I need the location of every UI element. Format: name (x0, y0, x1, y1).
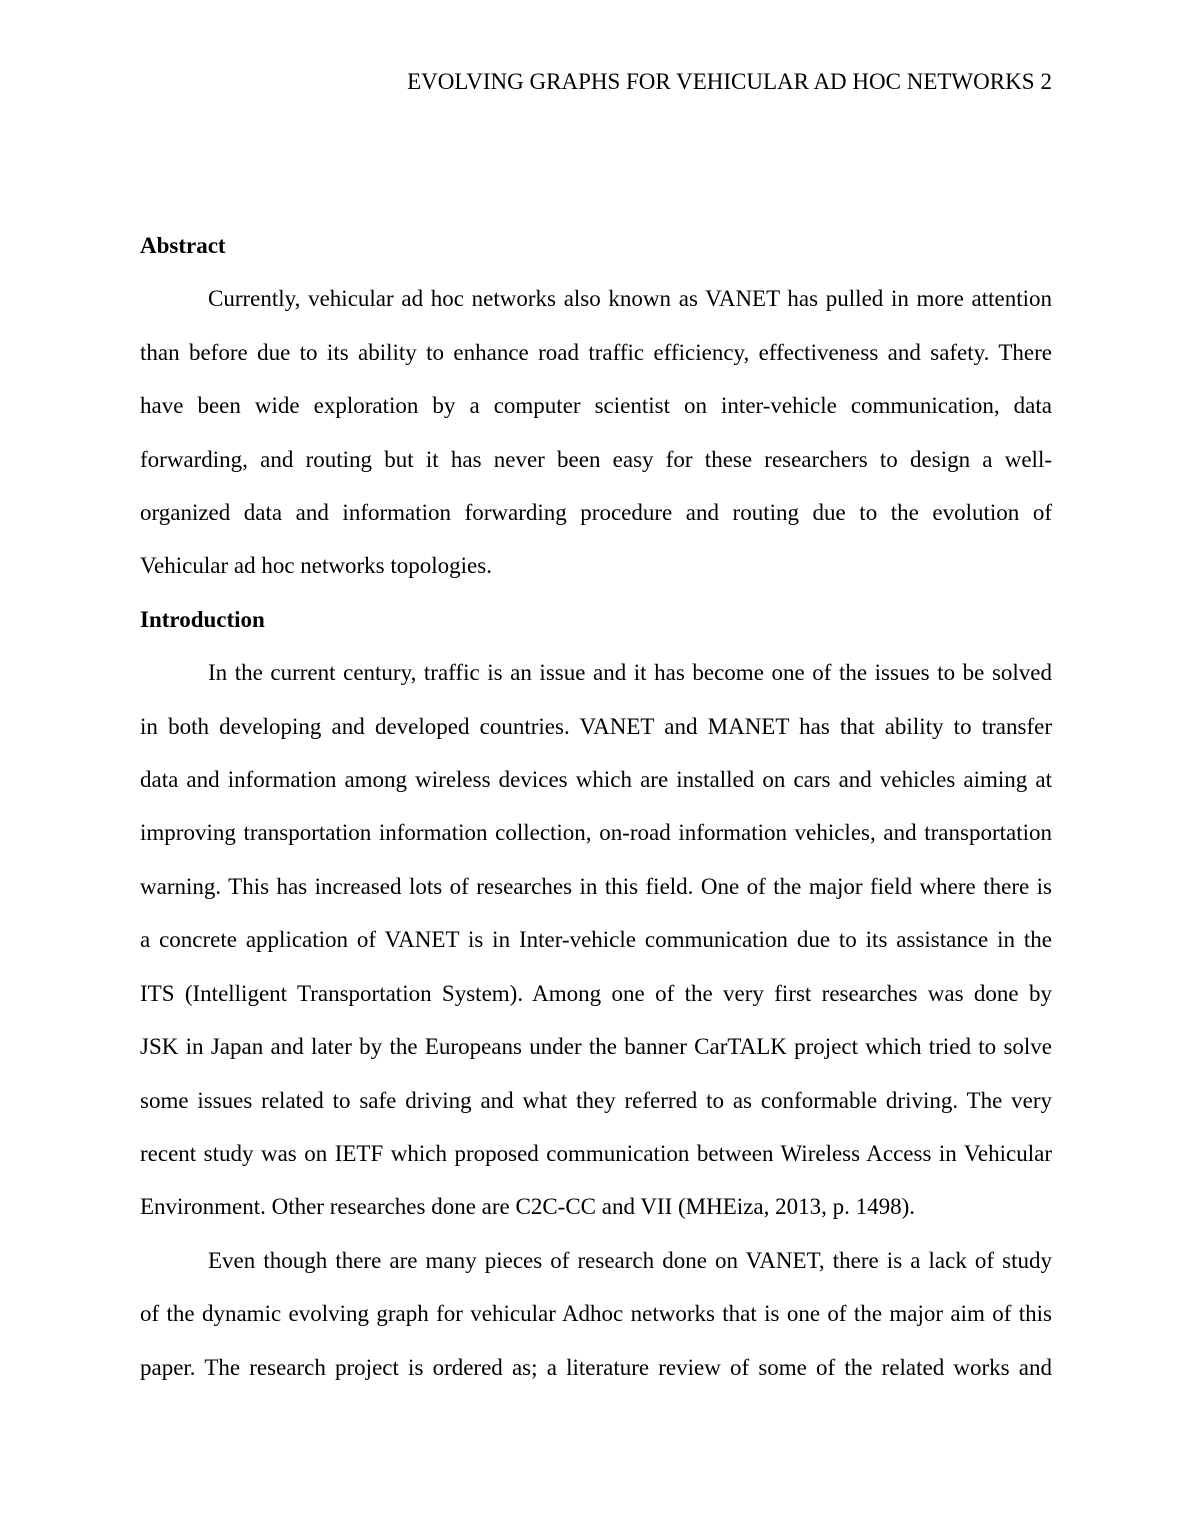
text-line: Environment. Other researches done are C2C-CC and VII (MHEiza, 2013, p. 1498). (140, 1194, 915, 1220)
running-head (140, 69, 1052, 95)
text-line: Even though there are many pieces of research done on VANET, there is a lack of study (208, 1247, 1052, 1273)
text-line: than before due to its ability to enhance road traffic efficiency, effectiveness and safety. There (140, 339, 1052, 365)
text-line: recent study was on IETF which proposed communication between Wireless Access in Vehicular (140, 1140, 1052, 1166)
section-heading: Introduction (140, 606, 265, 632)
text-line: organized data and information forwarding procedure and routing due to the evolution of (140, 500, 1052, 526)
paragraph (140, 272, 1052, 592)
text-line: Vehicular ad hoc networks topologies. (140, 553, 492, 579)
text-line: data and information among wireless devices which are installed on cars and vehicles aiming at (140, 767, 1052, 793)
text-line: JSK in Japan and later by the Europeans under the banner CarTALK project which tried to solve (140, 1034, 1052, 1060)
text-line: forwarding, and routing but it has never been easy for these researchers to design a well- (140, 446, 1052, 472)
text-line: a concrete application of VANET is in Inter-vehicle communication due to its assistance in the (140, 927, 1052, 953)
paragraph (140, 646, 1052, 1233)
text-line: warning. This has increased lots of researches in this field. One of the major field where there is (140, 873, 1052, 899)
text-line: ITS (Intelligent Transportation System). Among one of the very first researches was done by (140, 980, 1052, 1006)
document-content (140, 219, 1052, 1394)
text-line: of the dynamic evolving graph for vehicular Adhoc networks that is one of the major aim of this (140, 1301, 1052, 1327)
running-head-title: EVOLVING GRAPHS FOR VEHICULAR AD HOC NETWORKS (407, 69, 1035, 94)
text-line: have been wide exploration by a computer scientist on inter-vehicle communication, data (140, 393, 1052, 419)
text-line: in both developing and developed countries. VANET and MANET has that ability to transfer (140, 713, 1052, 739)
text-line: paper. The research project is ordered as; a literature review of some of the related works and (140, 1354, 1052, 1380)
paragraph (140, 1234, 1052, 1394)
page-number: 2 (1040, 69, 1052, 94)
section-heading: Abstract (140, 233, 226, 258)
text-line: In the current century, traffic is an issue and it has become one of the issues to be solved (208, 660, 1052, 686)
text-line: some issues related to safe driving and what they referred to as conformable driving. The very (140, 1087, 1052, 1113)
text-line: improving transportation information collection, on-road information vehicles, and transportation (140, 820, 1052, 846)
text-line: Currently, vehicular ad hoc networks also known as VANET has pulled in more attention (208, 286, 1052, 312)
